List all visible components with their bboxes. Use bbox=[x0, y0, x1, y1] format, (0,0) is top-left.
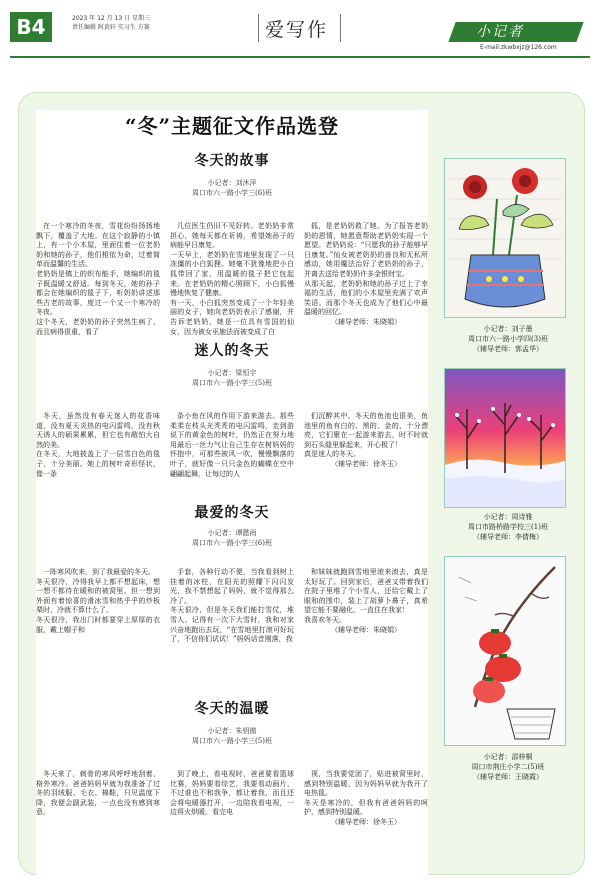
article-school: 周口市六一路小学三(5)班 bbox=[192, 737, 272, 745]
article-school: 周口市六一路小学三(6)班 bbox=[192, 539, 272, 547]
contact-email: E-mail:zkwbxjz@126.com bbox=[480, 44, 557, 51]
article-column-text: 和妹妹就跑到雪地里滚来滚去，真是太好玩了。回到家后，爸爸又带着我们在院子里堆了个小雪人，还给它戴上了眼和的围巾，装上了胡萝卜鼻子，真希望它能不要融化，一直住在我家！ 我喜欢冬天。 bbox=[304, 568, 428, 624]
section-title: 爱写作 bbox=[265, 19, 329, 41]
article-body bbox=[36, 568, 428, 674]
artwork-school: 周口市六一路小学四(3)班 bbox=[468, 335, 548, 343]
main-title: “冬”主题征文作品选登 bbox=[124, 114, 339, 138]
article-school: 周口市六一路小学三(6)班 bbox=[192, 189, 272, 197]
article-body bbox=[36, 222, 428, 352]
snow-sunset-painting bbox=[445, 369, 565, 507]
article-column-text: 视，当我要觉团了，贴进被窝里时，感到特别温暖，因为妈妈早就为我开了电热毯。 冬天是寒冷的，但我有爸爸妈妈的呵护，感到特别温暖。 bbox=[304, 770, 428, 817]
article-column bbox=[304, 770, 428, 860]
editor-line: 责任编辑 阿黄轩 实习生 方赛 bbox=[72, 24, 150, 31]
article-author: 小记者：梁恒宇 bbox=[207, 369, 257, 377]
article-title: 冬天的温暖 bbox=[194, 701, 270, 717]
article-column-text: 们沉醉其中。冬天的鱼池也很美，鱼池里的鱼有白的、黑的、金的、十分漂亮，它们聚在一起游来游去，时不时就到石头缝里躲起来，开心极了！ 真是迷人的冬天。 bbox=[304, 412, 428, 459]
header-rule bbox=[10, 56, 590, 58]
article-author: 小记者：谭懿雨 bbox=[207, 529, 257, 537]
artwork-persimmons bbox=[444, 556, 566, 746]
artwork-sidebar bbox=[438, 140, 578, 870]
advisor-note: （辅导老师：徐冬玉） bbox=[331, 459, 401, 468]
artwork-school: 周口市荆庄小学二(5)班 bbox=[471, 763, 545, 771]
header-divider-right bbox=[340, 14, 341, 42]
article-author: 小记者：刘沐萍 bbox=[207, 179, 257, 187]
date-line bbox=[72, 14, 150, 32]
article-column bbox=[304, 222, 428, 352]
article-column: 条小鱼在风的作用下游来游去。那些柔柔在枝头光秃秃的电闪雷鸣，走到游说下的黄金色的树叶，仍然正在努力地用最后一丝力气让自己生存在树妈妈的怀抱中，可那些被风一吹，慢慢飘落的叶子，就好像一只只金色的蝴蝶在空中翩翩起舞，让每过的人 bbox=[170, 412, 294, 478]
article-column: 几位医生仍旧不见好转。老奶奶非常担心，她每天都在祈祷，希望她孙子的病能早日康复。 一天早上，老奶奶在雪地里发现了一只冻僵的小白狐狸。她毫不犹豫地把小白狐带回了家，用温暖的毯子把它包起来。在老奶奶的精心照顾下，小白狐慢慢地恢复了健康。 有一天，小白狐突然变成了一个年轻美丽的女子，她向老奶奶表示了感谢，并告诉老奶奶，她是一位具有雪国的仙女，因为被女巫施法而被变成了白 bbox=[170, 222, 294, 336]
artwork-caption bbox=[438, 752, 578, 782]
article-title: 最爱的冬天 bbox=[194, 505, 270, 521]
artwork-caption bbox=[438, 324, 578, 354]
article-column: 冬天，虽然没有春天迷人的花香味道，没有夏天炎热的电闪雷鸣，没有秋天诱人的硕果累累，但它也有敞怕大自然的美。 在冬天，大地披盖上了一层雪白色的毯子，十分美丽。她上的树叶奇形怪状，像一条 bbox=[36, 412, 160, 478]
artwork-advisor: （辅导老师：李倩梅） bbox=[473, 533, 543, 541]
artwork-snow-sunset bbox=[444, 368, 566, 508]
article-body bbox=[36, 412, 428, 496]
article-column: 冬天来了，刺骨的寒风呼呼地刮着，格外寒冷。爸爸妈妈早就为我准备了过冬的羽绒服、毛衣、棉鞋，只见温度下降，我便会副武装，一点也没有感到寒意。 bbox=[36, 770, 160, 817]
brand-title: 小记者 bbox=[476, 24, 524, 40]
article-body bbox=[36, 770, 428, 860]
artwork-advisor: （辅导老师：郭孟华） bbox=[473, 345, 543, 353]
advisor-note: （辅导老师：徐冬玉） bbox=[331, 817, 401, 826]
article-column: 在一个寒冷的冬夜，雪花纷纷扬扬地飘下，覆盖了大地。在这个寂静的小镇上，有一个小木屋，里面住着一位老奶奶和她的孙子，他们相依为命，过着简单而温馨的生活。 老奶奶是镇上的织布能手，她编织的毯子既温暖又舒适。每到冬天，她的孙子都会在她编织的毯子下，听奶奶讲述那些古老的故事，度过一个又一个寒冷的冬夜。 这个冬天，老奶奶的孙子突然生病了，而且病得很重，看了 bbox=[36, 222, 160, 336]
artwork-caption bbox=[438, 512, 578, 542]
article-column: 到了晚上，看电视时，爸爸要看篮球比赛，妈妈要看综艺，我要看动画片，不过谁也不和我争，都让着我，而且还会将电暖器打开，一边陪我看电视，一边将火烘暖。看完电 bbox=[170, 770, 294, 817]
article-title: 冬天的故事 bbox=[194, 153, 270, 169]
article-school: 周口市六一路小学三(5)班 bbox=[192, 379, 272, 387]
article-column: 手套，各种行动不便，当我看到树上挂着的冰柱，在阳光的照耀下闪闪发光，我不禁想起了妈妈，就不觉得那么冷了。 冬天很冷，但是冬天我们能打雪仗，堆雪人。记得有一次下大雪时，我和对家兴奋地跑出去玩，“在雪地里打滚可好玩了，不信你们试试！”妈妈话音刚落，我 bbox=[170, 568, 294, 644]
article-column bbox=[304, 568, 428, 674]
article-column bbox=[304, 412, 428, 496]
artwork-author: 小记者：邵梓桐 bbox=[483, 753, 533, 761]
article-title: 迷人的冬天 bbox=[194, 343, 270, 359]
artwork-author: 小记者：周诗雅 bbox=[483, 513, 533, 521]
advisor-note: （辅导老师：朱晓娟） bbox=[331, 317, 401, 326]
artwork-school: 周口市路桥路学校三(1)班 bbox=[468, 523, 548, 531]
article-author: 小记者：朱钥傲 bbox=[207, 727, 257, 735]
article-column-text: 狐，是老奶奶救了她。为了报答老奶奶的恩情，她愿意帮助老奶奶实现一个愿望。老奶奶说：“只愿我的孙子能够早日康复。”仙女被老奶奶的善良和无私所感动，她用魔法治好了老奶奶的孙子，并离去送给老奶奶许多金银财宝。 从那天起，老奶奶和她的孙子过上了幸福的生活，他们的小木屋里充满了欢声笑语。而那个冬天也成为了他们心中最温暖的回忆。 bbox=[304, 222, 428, 317]
artwork-advisor: （辅导老师：王晓霞） bbox=[473, 773, 543, 781]
persimmon-painting bbox=[445, 557, 565, 745]
article-column: 一阵寒风吹来，到了我最爱的冬天。 冬天很冷，冷得我早上都不想起床，想一想不都待在暖和的被窝里。但一想到外面有着惊喜的滑冰雪和热乎乎的炒板栗时，冷就不算什么了。 冬天很冷，我出门时都要穿上厚厚的衣服，戴上帽子和 bbox=[36, 568, 160, 634]
page-header bbox=[0, 0, 600, 58]
articles-area bbox=[36, 110, 428, 880]
advisor-note: （辅导老师：朱晓娟） bbox=[331, 625, 401, 634]
artwork-author: 小记者：刘子墨 bbox=[483, 325, 533, 333]
artwork-flower-vase bbox=[444, 158, 566, 318]
header-divider-left bbox=[258, 14, 259, 42]
issue-date: 2023 年 12 月 13 日 星期三 bbox=[72, 15, 150, 22]
flower-vase-painting bbox=[445, 159, 565, 317]
page-number: B4 bbox=[10, 12, 52, 42]
